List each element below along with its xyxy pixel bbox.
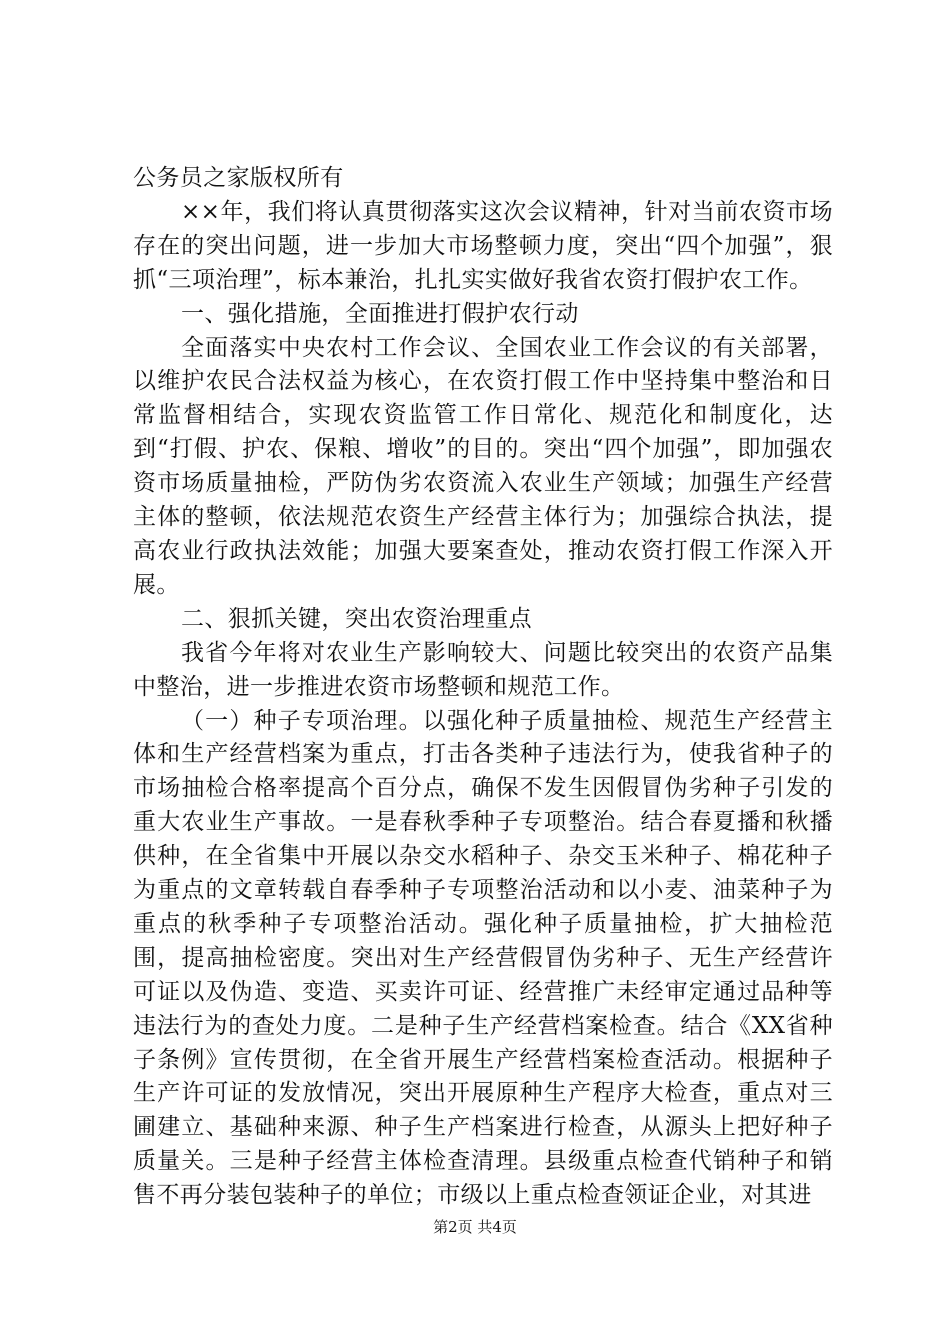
paragraph-section-2: 我省今年将对农业生产影响较大、问题比较突出的农资产品集中整治，进一步推进农资市场整顿和规范工作。 (133, 639, 833, 700)
paragraph-section-1: 全面落实中央农村工作会议、全国农业工作会议的有关部署，以维护农民合法权益为核心，在农资打假工作中坚持集中整治和日常监督相结合，实现农资监管工作日常化、规范化和制度化，达到“打假、护农、保粮、增收”的目的。突出“四个加强”，即加强农资市场质量抽检，严防伪劣农资流入农业生产领域；加强生产经营主体的整顿，依法规范农资生产经营主体行为；加强综合执法，提高农业行政执法效能；加强大要案查处，推动农资打假工作深入开展。 (133, 334, 833, 598)
paragraph-intro: ××年，我们将认真贯彻落实这次会议精神，针对当前农资市场存在的突出问题，进一步加大市场整顿力度，突出“四个加强”，狠抓“三项治理”，标本兼治，扎扎实实做好我省农资打假护农工作。 (133, 198, 833, 293)
section-heading-1: 一、强化措施，全面推进打假护农行动 (181, 300, 579, 327)
page-footer (0, 1216, 950, 1237)
document-body (133, 162, 833, 1213)
header-line: 公务员之家版权所有 (133, 165, 344, 191)
paragraph-seed-governance: （一）种子专项治理。以强化种子质量抽检、规范生产经营主体和生产经营档案为重点，打击各类种子违法行为，使我省种子的市场抽检合格率提高个百分点，确保不发生因假冒伪劣种子引发的重大农业生产事故。一是春秋季种子专项整治。结合春夏播和秋播供种，在全省集中开展以杂交水稻种子、杂交玉米种子、棉花种子为重点的文章转载自春季种子专项整治活动和以小麦、油菜种子为重点的秋季种子专项整治活动。强化种子质量抽检，扩大抽检范围，提高抽检密度。突出对生产经营假冒伪劣种子、无生产经营许可证以及伪造、变造、买卖许可证、经营推广未经审定通过品种等违法行为的查处力度。二是种子生产经营档案检查。结合《XX省种子条例》宣传贯彻，在全省开展生产经营档案检查活动。根据种子生产许可证的发放情况，突出开展原种生产程序大检查，重点对三圃建立、基础种来源、种子生产档案进行检查，从源头上把好种子质量关。三是种子经营主体检查清理。县级重点检查代销种子和销售不再分装包装种子的单位；市级以上重点检查领证企业，对其进 (133, 707, 833, 1209)
section-heading-2: 二、狠抓关键，突出农资治理重点 (181, 605, 532, 632)
page-number: 第2页 共4页 (433, 1218, 517, 1236)
